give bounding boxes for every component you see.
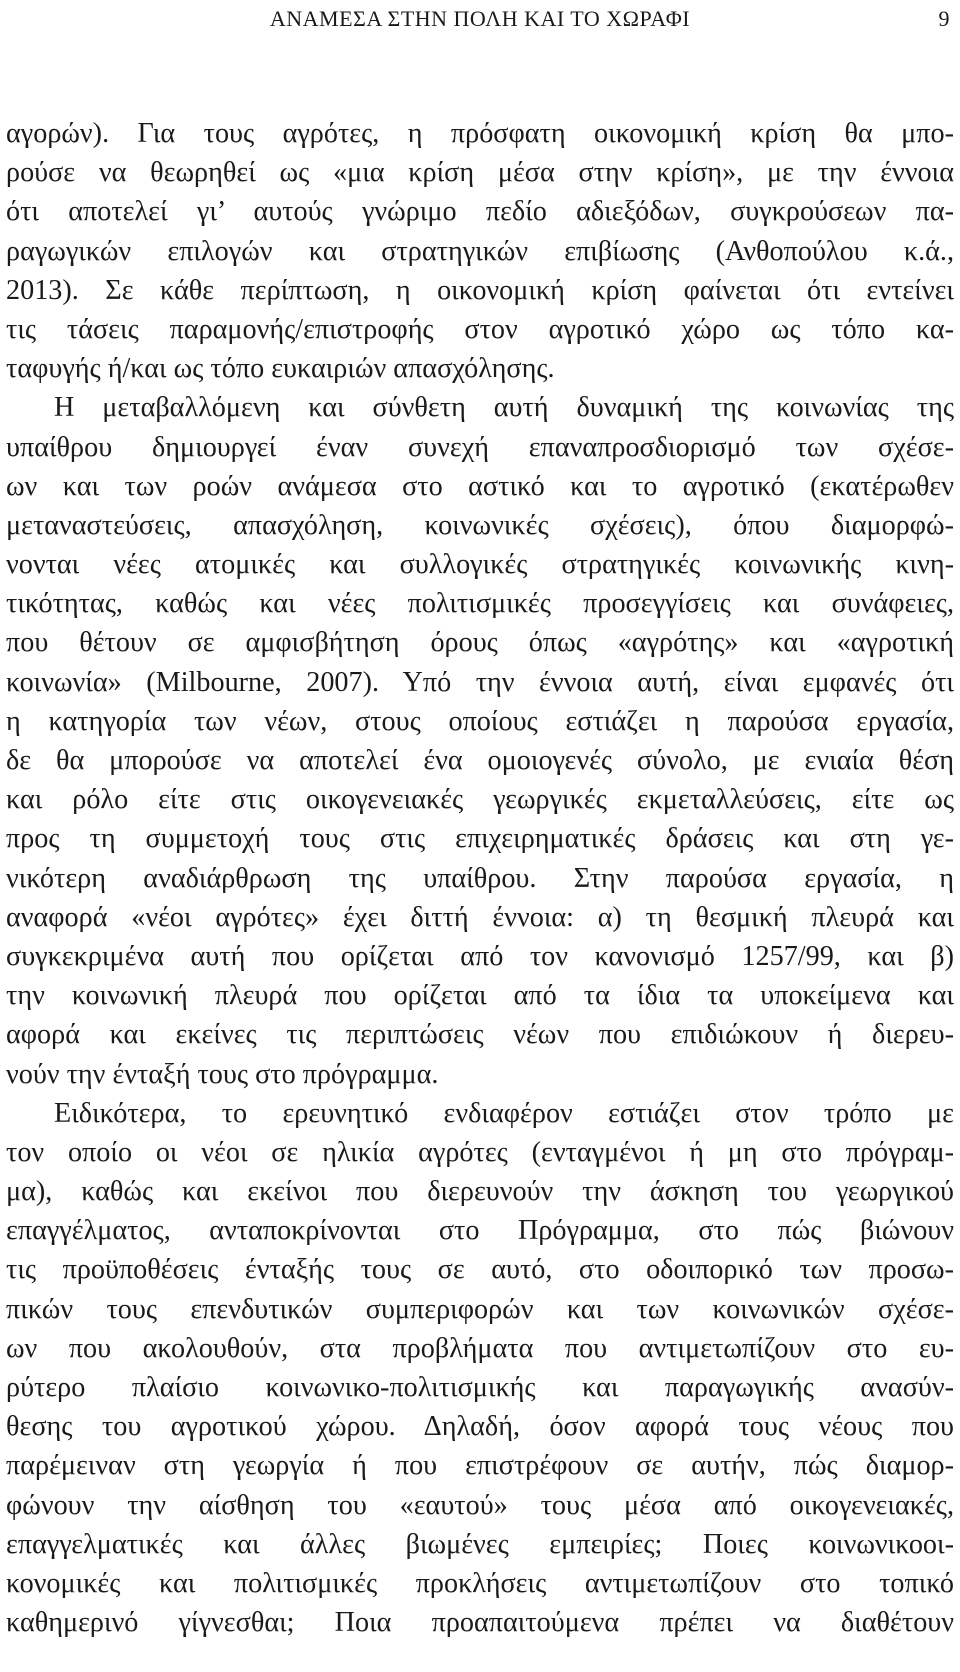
text-line: παρέμειναν στη γεωργία ή που επιστρέφουν σε αυτήν, πώς διαμορ- (6, 1450, 954, 1482)
text-line: μεταναστεύσεις, απασχόληση, κοινωνικές σχέσεις), όπου διαμορφώ- (6, 509, 954, 541)
text-line: ρύτερο πλαίσιο κοινωνικο-πολιτισμικής και παραγωγικής ανασύν- (6, 1372, 954, 1403)
text-line: 2013). Σε κάθε περίπτωση, η οικονομική κρίση φαίνεται ότι εντείνει (6, 274, 954, 306)
text-line: τικότητας, καθώς και νέες πολιτισμικές προσεγγίσεις και συνάφειες, (6, 588, 954, 620)
text-line: πικών τους επενδυτικών συμπεριφορών και των κοινωνικών σχέσε- (6, 1293, 954, 1325)
text-line: νικότερη αναδιάρθρωση της υπαίθρου. Στην παρούσα εργασία, η (6, 862, 954, 894)
text-line: την κοινωνική πλευρά που ορίζεται από τα ίδια τα υποκείμενα και (6, 980, 954, 1012)
text-line: ων που ακολουθούν, στα προβλήματα που αντιμετωπίζουν στο ευ- (6, 1332, 954, 1364)
text-line: που θέτουν σε αμφισβήτηση όρους όπως «αγρότης» και «αγροτική (6, 627, 954, 659)
text-line: αγορών). Για τους αγρότες, η πρόσφατη οικονομική κρίση θα μπο- (6, 118, 954, 149)
text-line: θεσης του αγροτικού χώρου. Δηλαδή, όσον αφορά τους νέους που (6, 1411, 954, 1443)
text-line: προς τη συμμετοχή τους στις επιχειρηματικές δράσεις και στη γε- (6, 823, 954, 855)
text-line: επαγγέλματος, ανταποκρίνονται στο Πρόγραμμα, στο πώς βιώνουν (6, 1215, 954, 1247)
text-line: νονται νέες ατομικές και συλλογικές στρατηγικές κοινωνικής κινη- (6, 549, 954, 581)
text-line: τις τάσεις παραμονής/επιστροφής στον αγροτικό χώρο ως τόπο κα- (6, 313, 954, 345)
page-number: 9 (938, 6, 950, 31)
text-line: κονομικές και πολιτισμικές προκλήσεις αντιμετωπίζουν στο τοπικό (6, 1567, 954, 1599)
text-line: νούν την ένταξή τους στο πρόγραμμα. (6, 1058, 439, 1090)
text-line: υπαίθρου δημιουργεί έναν συνεχή επαναπροσδιορισμό των σχέσε- (6, 431, 954, 463)
paragraph-start-line: Ειδικότερα, το ερευνητικό ενδιαφέρον εστιάζει στον τρόπο με (54, 1097, 954, 1129)
text-line: ρούσε να θεωρηθεί ως «μια κρίση μέσα στην κρίση», με την έννοια (6, 157, 954, 189)
paragraph-start-line: Η μεταβαλλόμενη και σύνθετη αυτή δυναμική της κοινωνίας της (54, 392, 954, 424)
text-line: και ρόλο είτε στις οικογενειακές γεωργικές εκμεταλλεύσεις, είτε ως (6, 784, 954, 816)
text-line: καθημερινό γίγνεσθαι; Ποια προαπαιτούμενα πρέπει να διαθέτουν (6, 1607, 954, 1639)
running-title: ΑΝΑΜΕΣΑ ΣΤΗΝ ΠΟΛΗ ΚΑΙ ΤΟ ΧΩΡΑΦΙ (269, 6, 691, 31)
text-line: τον οποίο οι νέοι σε ηλικία αγρότες (ενταγμένοι ή μη στο πρόγραμ- (6, 1136, 954, 1168)
text-line: η κατηγορία των νέων, στους οποίους εστιάζει η παρούσα εργασία, (6, 705, 954, 737)
running-head (0, 6, 960, 40)
text-line: αφορά και εκείνες τις περιπτώσεις νέων που επιδιώκουν ή διερευ- (6, 1019, 954, 1051)
text-line: μα), καθώς και εκείνοι που διερευνούν την άσκηση του γεωργικού (6, 1176, 954, 1208)
text-line: αναφορά «νέοι αγρότες» έχει διττή έννοια: α) τη θεσμική πλευρά και (6, 901, 954, 933)
text-line: επαγγελματικές και άλλες βιωμένες εμπειρίες; Ποιες κοινωνικοοι- (6, 1528, 954, 1560)
text-line: συγκεκριμένα αυτή που ορίζεται από τον κανονισμό 1257/99, και β) (6, 940, 954, 972)
text-line: ων και των ροών ανάμεσα στο αστικό και το αγροτικό (εκατέρωθεν (6, 470, 954, 502)
text-line: ότι αποτελεί γι’ αυτούς γνώριμο πεδίο αδιεξόδων, συγκρούσεων πα- (6, 196, 954, 228)
text-line: τις προϋποθέσεις ένταξής τους σε αυτό, στο οδοιπορικό των προσω- (6, 1254, 954, 1286)
text-line: ταφυγής ή/και ως τόπο ευκαιριών απασχόλησης. (6, 353, 555, 385)
text-line: ραγωγικών επιλογών και στρατηγικών επιβίωσης (Ανθοπούλου κ.ά., (6, 235, 954, 267)
text-line: φώνουν την αίσθηση του «εαυτού» τους μέσα από οικογενειακές, (6, 1489, 954, 1521)
body-text (6, 114, 954, 1642)
text-line: δε θα μπορούσε να αποτελεί ένα ομοιογενές σύνολο, με ενιαία θέση (6, 745, 954, 776)
text-line: κοινωνία» (Milbourne, 2007). Υπό την έννοια αυτή, είναι εμφανές ότι (6, 666, 954, 698)
